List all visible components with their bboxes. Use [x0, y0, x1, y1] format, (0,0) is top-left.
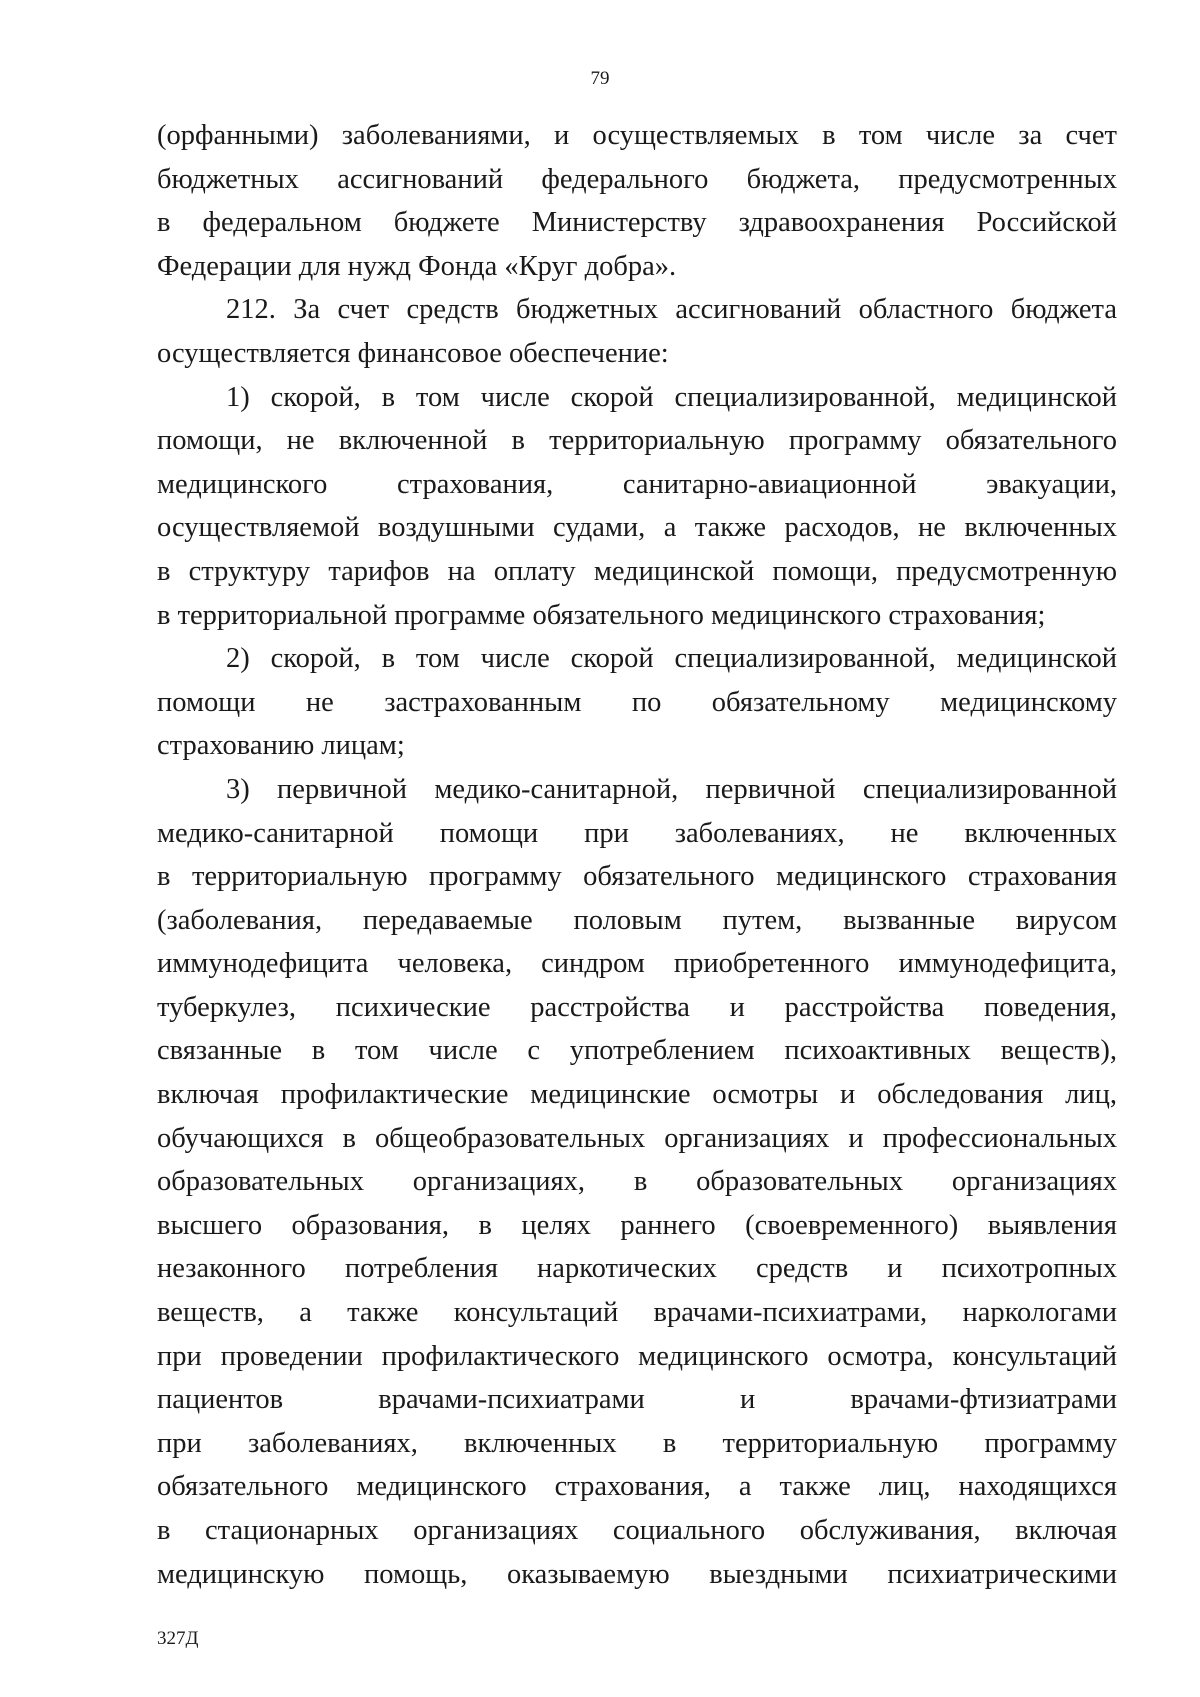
text-line: туберкулез, психические расстройства и расстройства поведения,: [157, 991, 1117, 1023]
text-line: высшего образования, в целях раннего (своевременного) выявления: [157, 1209, 1117, 1241]
text-line: в структуру тарифов на оплату медицинской помощи, предусмотренную: [157, 555, 1117, 587]
text-line: медицинскую помощь, оказываемую выездными психиатрическими: [157, 1558, 1117, 1590]
document-body: [157, 114, 1117, 1596]
text-line: пациентов врачами-психиатрами и врачами-фтизиатрами: [157, 1384, 1117, 1416]
text-line: при заболеваниях, включенных в территориальную программу: [157, 1427, 1117, 1459]
text-line: осуществляемой воздушными судами, а также расходов, не включенных: [157, 512, 1117, 544]
text-line: в стационарных организациях социального обслуживания, включая: [157, 1515, 1117, 1546]
text-line: Федерации для нужд Фонда «Круг добра».: [157, 250, 677, 282]
text-line: иммунодефицита человека, синдром приобретенного иммунодефицита,: [157, 948, 1117, 980]
text-line: обучающихся в общеобразовательных организациях и профессиональных: [157, 1122, 1117, 1154]
text-line: (заболевания, передаваемые половым путем, вызванные вирусом: [157, 904, 1117, 936]
text-line: бюджетных ассигнований федерального бюджета, предусмотренных: [157, 163, 1117, 195]
text-line: медицинского страхования, санитарно-авиационной эвакуации,: [157, 468, 1117, 500]
page-number: 79: [590, 68, 610, 89]
text-line: осуществляется финансовое обеспечение:: [157, 337, 669, 369]
text-line: (орфанными) заболеваниями, и осуществляемых в том числе за счет: [157, 120, 1117, 151]
text-line: медико-санитарной помощи при заболеваниях, не включенных: [157, 817, 1117, 849]
text-line: веществ, а также консультаций врачами-психиатрами, наркологами: [157, 1297, 1117, 1329]
document-code: 327Д: [157, 1628, 199, 1649]
text-line: в территориальной программе обязательного медицинского страхования;: [157, 599, 1046, 631]
text-line: помощи, не включенной в территориальную программу обязательного: [157, 425, 1117, 457]
text-line: помощи не застрахованным по обязательному медицинскому: [157, 686, 1117, 718]
text-line: связанные в том числе с употреблением психоактивных веществ),: [157, 1035, 1117, 1067]
text-line: обязательного медицинского страхования, а также лиц, находящихся: [157, 1471, 1117, 1503]
text-line: в территориальную программу обязательного медицинского страхования: [157, 861, 1117, 893]
text-line: страхованию лицам;: [157, 730, 405, 762]
item-2-start: 2) скорой, в том числе скорой специализированной, медицинской: [226, 643, 1117, 675]
text-line: при проведении профилактического медицинского осмотра, консультаций: [157, 1340, 1117, 1372]
text-line: в федеральном бюджете Министерству здравоохранения Российской: [157, 207, 1117, 239]
paragraph-212-start: 212. За счет средств бюджетных ассигнований областного бюджета: [226, 294, 1117, 326]
item-1-start: 1) скорой, в том числе скорой специализированной, медицинской: [226, 381, 1117, 413]
item-3-start: 3) первичной медико-санитарной, первичной специализированной: [226, 773, 1117, 805]
text-line: включая профилактические медицинские осмотры и обследования лиц,: [157, 1079, 1117, 1111]
text-line: незаконного потребления наркотических средств и психотропных: [157, 1253, 1117, 1285]
text-line: образовательных организациях, в образовательных организациях: [157, 1166, 1117, 1198]
